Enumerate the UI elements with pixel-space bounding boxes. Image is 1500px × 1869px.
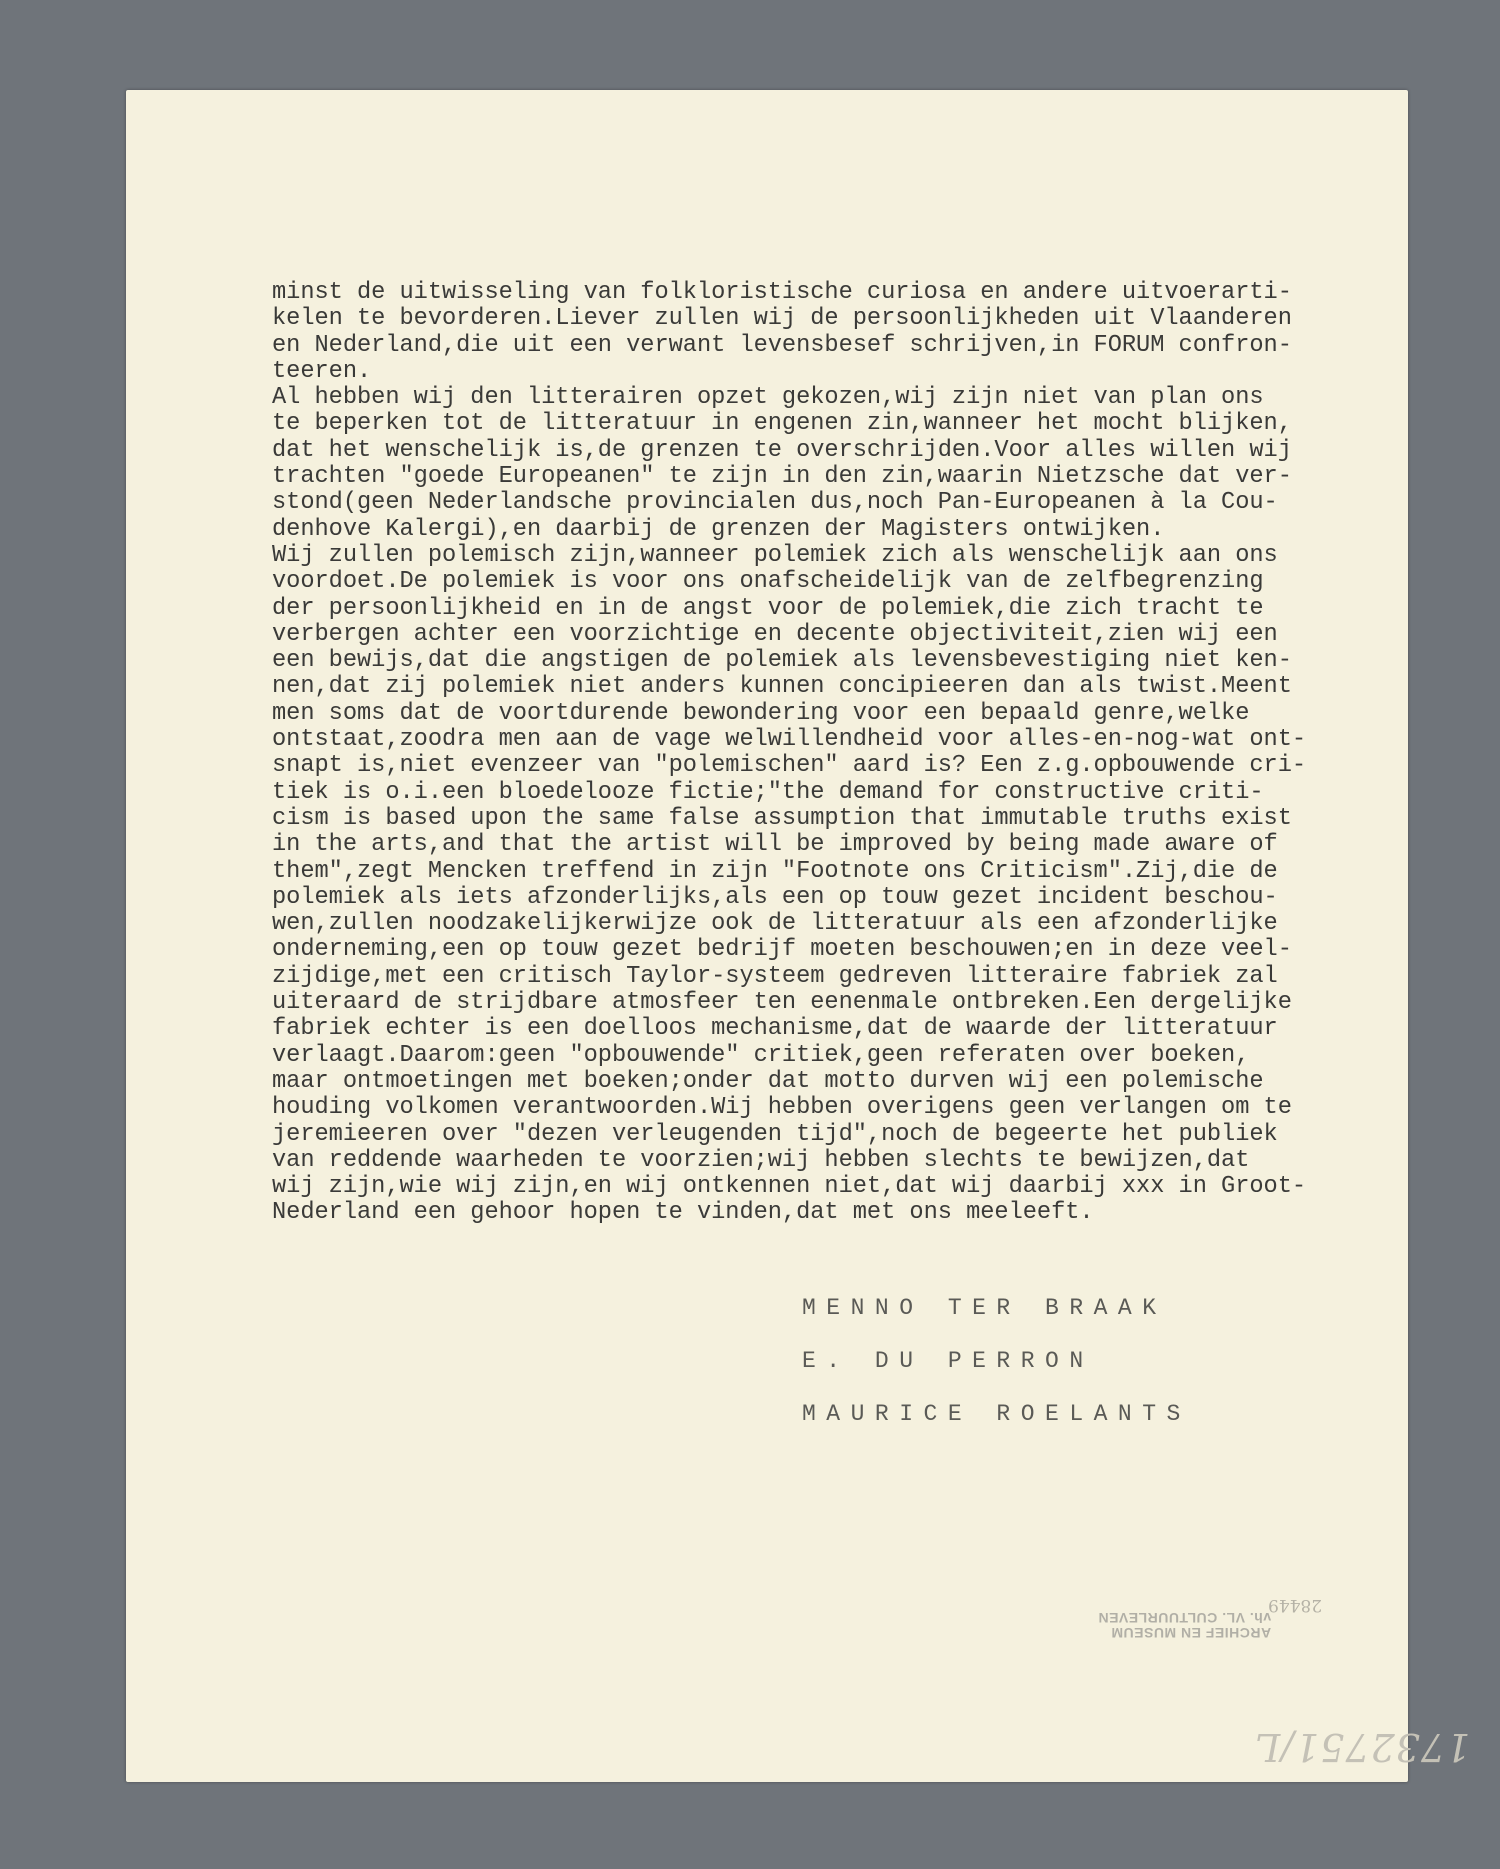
text-line: men soms dat de voortdurende bewondering voor een bepaald genre,welke: [272, 699, 1250, 727]
paper-sheet: [126, 90, 1471, 1782]
text-line: wij zijn,wie wij zijn,en wij ontkennen niet,dat wij daarbij xxx in Groot-: [272, 1173, 1307, 1201]
text-line: jeremieeren over "dezen verleugenden tijd",noch de begeerte het publiek: [272, 1120, 1278, 1148]
text-line: zijdige,met een critisch Taylor-systeem gedreven litteraire fabriek zal: [272, 962, 1278, 990]
text-line: een bewijs,dat die angstigen de polemiek als levensbevestiging niet ken-: [272, 647, 1292, 675]
stamp-number: 28449: [1268, 1595, 1323, 1615]
text-line: polemiek als iets afzonderlijks,als een op touw gezet incident beschou-: [272, 883, 1278, 911]
archive-stamp: [1098, 1610, 1271, 1640]
text-line: onderneming,een op touw gezet bedrijf moeten beschouwen;en in deze veel-: [272, 936, 1292, 964]
signature-du-perron: E. DU PERRON: [802, 1348, 1094, 1374]
text-line: wen,zullen noodzakelijkerwijze ook de litteratuur als een afzonderlijke: [272, 910, 1278, 938]
text-line: van reddende waarheden te voorzien;wij hebben slechts te bewijzen,dat: [272, 1146, 1250, 1174]
signature-ter-braak: MENNO TER BRAAK: [802, 1295, 1167, 1321]
text-line: Wij zullen polemisch zijn,wanneer polemiek zich als wenschelijk aan ons: [272, 541, 1278, 569]
text-line: Nederland een gehoor hopen te vinden,dat met ons meeleeft.: [272, 1199, 1094, 1227]
text-line: stond(geen Nederlandsche provincialen dus,noch Pan-Europeanen à la Cou-: [272, 489, 1278, 517]
text-line: them",zegt Mencken treffend in zijn "Footnote ons Criticism".Zij,die de: [272, 857, 1278, 885]
text-line: kelen te bevorderen.Liever zullen wij de persoonlijkheden uit Vlaanderen: [272, 305, 1292, 333]
text-line: nen,dat zij polemiek niet anders kunnen concipieeren dan als twist.Meent: [272, 673, 1292, 701]
text-line: dat het wenschelijk is,de grenzen te overschrijden.Voor alles willen wij: [272, 436, 1292, 464]
text-line: in the arts,and that the artist will be improved by being made aware of: [272, 831, 1278, 859]
text-line: fabriek echter is een doelloos mechanisme,dat de waarde der litteratuur: [272, 1015, 1278, 1043]
text-line: ontstaat,zoodra men aan de vage welwillendheid voor alles-en-nog-wat ont-: [272, 726, 1307, 754]
text-line: trachten "goede Europeanen" te zijn in den zin,waarin Nietzsche dat ver-: [272, 463, 1292, 491]
text-line: uiteraard de strijdbare atmosfeer ten eenenmale ontbreken.Een dergelijke: [272, 989, 1292, 1017]
signature-roelants: MAURICE ROELANTS: [802, 1401, 1191, 1427]
text-line: verbergen achter een voorzichtige en decente objectiviteit,zien wij een: [272, 620, 1278, 648]
signature-block: [802, 1282, 1191, 1441]
text-line: denhove Kalergi),en daarbij de grenzen der Magisters ontwijken.: [272, 515, 1165, 543]
text-line: snapt is,niet evenzeer van "polemischen" aard is? Een z.g.opbouwende cri-: [272, 752, 1307, 780]
handwritten-archive-number: 1732751/L: [1254, 1725, 1471, 1769]
typed-body-text: [272, 280, 1382, 1227]
text-line: voordoet.De polemiek is voor ons onafscheidelijk van de zelfbegrenzing: [272, 568, 1264, 596]
text-line: houding volkomen verantwoorden.Wij hebben overigens geen verlangen om te: [272, 1094, 1292, 1122]
text-line: minst de uitwisseling van folkloristische curiosa en andere uitvoerarti-: [272, 279, 1292, 306]
text-line: der persoonlijkheid en in de angst voor de polemiek,die zich tracht te: [272, 594, 1264, 622]
text-line: tiek is o.i.een bloedelooze fictie;"the demand for constructive criti-: [272, 778, 1264, 806]
text-line: en Nederland,die uit een verwant levensbesef schrijven,in FORUM confron-: [272, 331, 1292, 359]
text-line: verlaagt.Daarom:geen "opbouwende" critiek,geen referaten over boeken,: [272, 1041, 1250, 1069]
text-line: maar ontmoetingen met boeken;onder dat motto durven wij een polemische: [272, 1067, 1264, 1095]
stamp-line: vh. VL. CULTUURLEVEN: [1098, 1610, 1272, 1626]
text-line: teeren.: [272, 357, 372, 385]
stamp-line: ARCHIEF EN MUSEUM: [1110, 1625, 1272, 1641]
text-line: cism is based upon the same false assumption that immutable truths exist: [272, 804, 1292, 832]
text-line: Al hebben wij den litterairen opzet gekozen,wij zijn niet van plan ons: [272, 384, 1264, 412]
text-line: te beperken tot de litteratuur in engenen zin,wanneer het mocht blijken,: [272, 410, 1292, 438]
